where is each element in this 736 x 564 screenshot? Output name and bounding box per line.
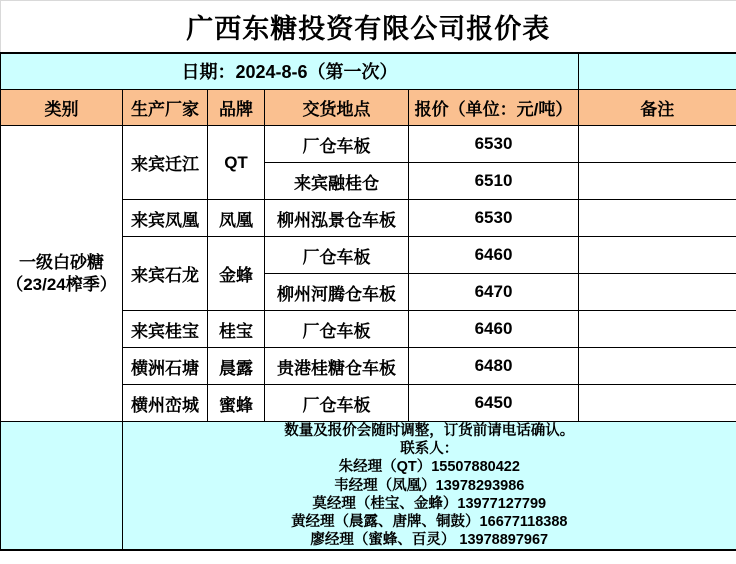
brand-cell: 晨露 — [208, 348, 265, 385]
brand-cell: 蜜蜂 — [208, 385, 265, 422]
factory-cell: 来宾桂宝 — [123, 311, 208, 348]
factory-cell: 横州峦城 — [123, 385, 208, 422]
table-row — [1, 126, 736, 163]
price-cell: 6460 — [409, 311, 579, 348]
brand-cell: QT — [208, 126, 265, 200]
delivery-cell: 厂仓车板 — [265, 385, 409, 422]
brand-cell: 金蜂 — [208, 237, 265, 311]
delivery-cell: 厂仓车板 — [265, 237, 409, 274]
date-remark-cell — [579, 53, 736, 90]
price-cell: 6530 — [409, 200, 579, 237]
price-cell: 6480 — [409, 348, 579, 385]
date-cell: 日期：2024-8-6（第一次） — [1, 53, 579, 90]
col-header-category: 类别 — [1, 90, 123, 126]
footer-contact-4: 黄经理（晨露、唐牌、铜鼓）16677118388 — [291, 514, 568, 531]
footer-row — [1, 422, 736, 551]
delivery-cell: 柳州泓景仓车板 — [265, 200, 409, 237]
remark-cell — [579, 237, 736, 274]
price-cell: 6460 — [409, 237, 579, 274]
footer-contact-2: 韦经理（凤凰）13978293986 — [334, 477, 525, 494]
col-header-brand: 品牌 — [208, 90, 265, 126]
delivery-cell: 来宾融桂仓 — [265, 163, 409, 200]
footer-contacts-label: 联系人： — [400, 441, 459, 458]
remark-cell — [579, 385, 736, 422]
price-cell: 6510 — [409, 163, 579, 200]
remark-cell — [579, 348, 736, 385]
delivery-cell: 贵港桂糖仓车板 — [265, 348, 409, 385]
col-header-price: 报价（单位：元/吨） — [409, 90, 579, 126]
col-header-factory: 生产厂家 — [123, 90, 208, 126]
footer-contact-5: 廖经理（蜜蜂、百灵） 13978897967 — [310, 532, 549, 549]
footer-contact-3: 莫经理（桂宝、金蜂）13977127799 — [312, 495, 547, 512]
footer-notice: 数量及报价会随时调整，订货前请电话确认。 — [284, 423, 575, 439]
remark-cell — [579, 274, 736, 311]
delivery-cell: 厂仓车板 — [265, 126, 409, 163]
brand-cell: 桂宝 — [208, 311, 265, 348]
page-title: 广西东糖投资有限公司报价表 — [1, 1, 736, 53]
remark-cell — [579, 126, 736, 163]
footer-contact-1: 朱经理（QT）15507880422 — [338, 459, 520, 476]
price-cell: 6470 — [409, 274, 579, 311]
factory-cell: 横洲石塘 — [123, 348, 208, 385]
col-header-remark: 备注 — [579, 90, 736, 126]
footer-notes-cell — [123, 422, 736, 551]
category-cell — [1, 126, 123, 422]
remark-cell — [579, 311, 736, 348]
footer-empty-cell — [1, 422, 123, 551]
factory-cell: 来宾石龙 — [123, 237, 208, 311]
category-line1: 一级白砂糖 — [19, 252, 104, 272]
factory-cell: 来宾凤凰 — [123, 200, 208, 237]
factory-cell: 来宾迁江 — [123, 126, 208, 200]
remark-cell — [579, 163, 736, 200]
price-cell: 6450 — [409, 385, 579, 422]
brand-cell: 凤凰 — [208, 200, 265, 237]
price-cell: 6530 — [409, 126, 579, 163]
category-line2: （23/24榨季） — [6, 274, 117, 294]
col-header-delivery: 交货地点 — [265, 90, 409, 126]
remark-cell — [579, 200, 736, 237]
delivery-cell: 柳州河腾仓车板 — [265, 274, 409, 311]
delivery-cell: 厂仓车板 — [265, 311, 409, 348]
